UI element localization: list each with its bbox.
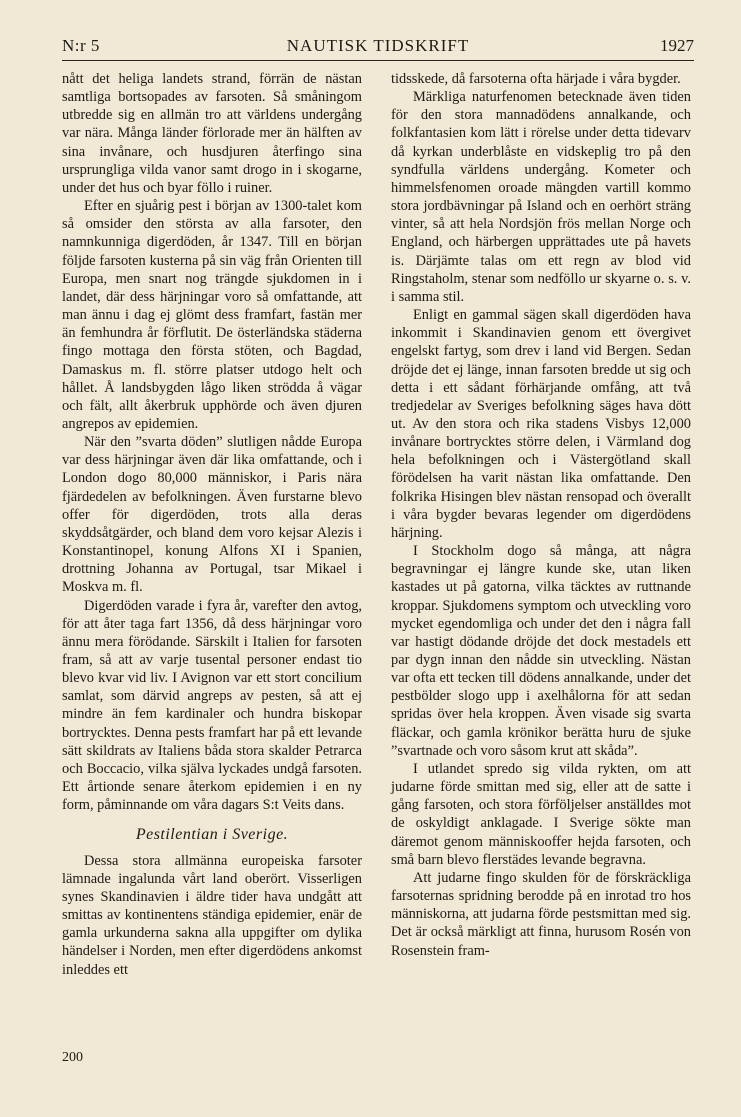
issue-number: N:r 5 <box>62 36 100 55</box>
running-header <box>62 34 694 61</box>
paragraph: Att judarne fingo skulden för de förskräckliga farsoternas spridning berodde på en inrotad tro hos människorna, att judarna förde pestsmittan med sig. Det är också märkligt att finna, hurusom Rosén von Rosenstein fram- <box>391 869 691 959</box>
left-column <box>62 70 362 979</box>
paragraph: I Stockholm dogo så många, att några begravningar ej längre kunde ske, utan liken kastades ut på gatorna, vilka täcktes av ruttnande kroppar. Sjukdomens symptom och utveckling voro mycket egendomliga och under det den i några fall var hastigt dödande dröjde det dock mestadels ett par dygn innan den nådde sin utveckling. Nästan var ofta ett tecken till dödens annalkande, under det pestbölder slogo upp i axelhålorna för att sedan spridas över hela kroppen. Även visade sig svarta fläckar, och gamla krönikor berätta huru de sjuke ”svartnade och voro såsom krut att skåda”. <box>391 543 691 759</box>
paragraph: Efter en sjuårig pest i början av 1300-talet kom så omsider den största av alla farsoter, den namnkunniga digerdöden, år 1347. Till en början följde farsoten kusterna på sin väg från Orienten till Europa, men snart nog trängde sjukdomen in i landet, där dess härjningar voro så omfattande, att man ännu i dag ej glömt dess framfart, fastän mer än femhundra år förflutit. De österländska städerna fingo mottaga den första stöten, och Bagdad, Damaskus m. fl. större platser utdogo helt och hållet. Å landsbygden lågo liken strödda å vägar och fält, allt åkerbruk upphörde och även djuren angrepos av epidemien. <box>62 198 362 432</box>
paragraph: Digerdöden varade i fyra år, varefter den avtog, för att åter taga fart 1356, då dess härjningar voro ännu mera förödande. Särskilt i Italien for farsoten fram, så att av varje tusental personer endast tio blevo kvar vid liv. I Avignon var ett stort concilium samlat, som därvid angreps av pesten, så att ej mindre än fem kardinaler och hundra biskopar bortrycktes. Denna pests framfart har på ett levande sätt skildrats av Italiens båda stora skalder Petrarca och Boccacio, vilka själva lyckades undgå farsoten. Ett årtionde senare återkom epidemien i en ny form, påminnande om våra dagars S:t Veits dans. <box>62 597 362 814</box>
right-column <box>391 70 691 960</box>
paragraph: När den ”svarta döden” slutligen nådde Europa var dess härjningar även där lika omfattande, och i London dogo 80,000 människor, i Paris nära fjärdedelen av befolkningen. Även furstarne blevo offer för digerdöden, trots alla deras skyddsåtgärder, och bland dem voro kejsar Alezis i Konstantinopel, konung Alfons XI i Spanien, drottning Johanna av Portugal, tsar Mikael i Moskva m. fl. <box>62 434 362 596</box>
paragraph: Enligt en gammal sägen skall digerdöden hava inkommit i Skandinavien genom ett övergivet engelskt fartyg, som drev i land vid Bergen. Sedan dröjde det ej länge, innan farsoten bredde ut sig och detta i ett sådant förhärjande omfång, att två tredjedelar av Sveriges befolkning säges hava dött ut. Av den stora och rika stadens Visbys 12,000 invånare bortrycktes större delen, i Värmland dog hela befolkningen och i Västergötland skall förödelsen ha varit nästan lika omfattande. Den folkrika Hisingen blev nästan rensopad och överallt i våra bygder bevaras legender om digerdödens härjning. <box>391 307 691 541</box>
journal-title: NAUTISK TIDSKRIFT <box>286 36 470 55</box>
paragraph: tidsskede, då farsoterna ofta härjade i våra bygder. <box>391 71 681 87</box>
paragraph: Märkliga naturfenomen betecknade även tiden för den stora mannadödens annalkande, och folkfantasien kom lätt i rörelse under detta tidevarv då kyrkan underblåste en vidskeplig tro på den syndfulla världens undergång. Kometer och himmelsfenomen oroade mängden vartill kommo stora jordbävningar på Island och en oerhört sträng vinter, så att hela Nordsjön frös mellan Norge och England, och härbergen upprättades ute på havets is. Därjämte talas om ett regn av blod vid Ringstaholm, stenar som nedföllo ur skyarne o. s. v. i samma stil. <box>391 89 691 305</box>
section-heading: Pestilentian i Sverige. <box>135 826 289 844</box>
paragraph: nått det heliga landets strand, förrän de nästan samtliga bortsopades av farsoten. Så småningom utbredde sig en allmän tro att världens undergång var nära. Många länder förlorade mer än hälften av sina invånare, och husdjuren återfingo sina ursprungliga vilda vanor samt drogo in i skogarne, under det hus och byar föllo i ruiner. <box>62 71 362 196</box>
page-number: 200 <box>62 1050 83 1065</box>
paragraph: I utlandet spredo sig vilda rykten, om att judarne förde smittan med sig, eller att de satte i gång farsoten, och stora förföljelser anställdes mot de oskyldigt anklagade. I Sverige sökte man däremot genom människooffer hejda farsoten, och små barn blevo flerstädes levande begravna. <box>391 760 691 868</box>
paragraph: Dessa stora allmänna europeiska farsoter lämnade ingalunda vårt land oberört. Visserligen synes Skandinavien i äldre tider hava undgått att smittas av kontinentens ständiga epidemier, enär de gamla urkunderna sakna alla uppgifter om dylika händelser i Norden, men efter digerdödens ankomst inleddes ett <box>62 852 362 978</box>
year: 1927 <box>660 36 694 55</box>
